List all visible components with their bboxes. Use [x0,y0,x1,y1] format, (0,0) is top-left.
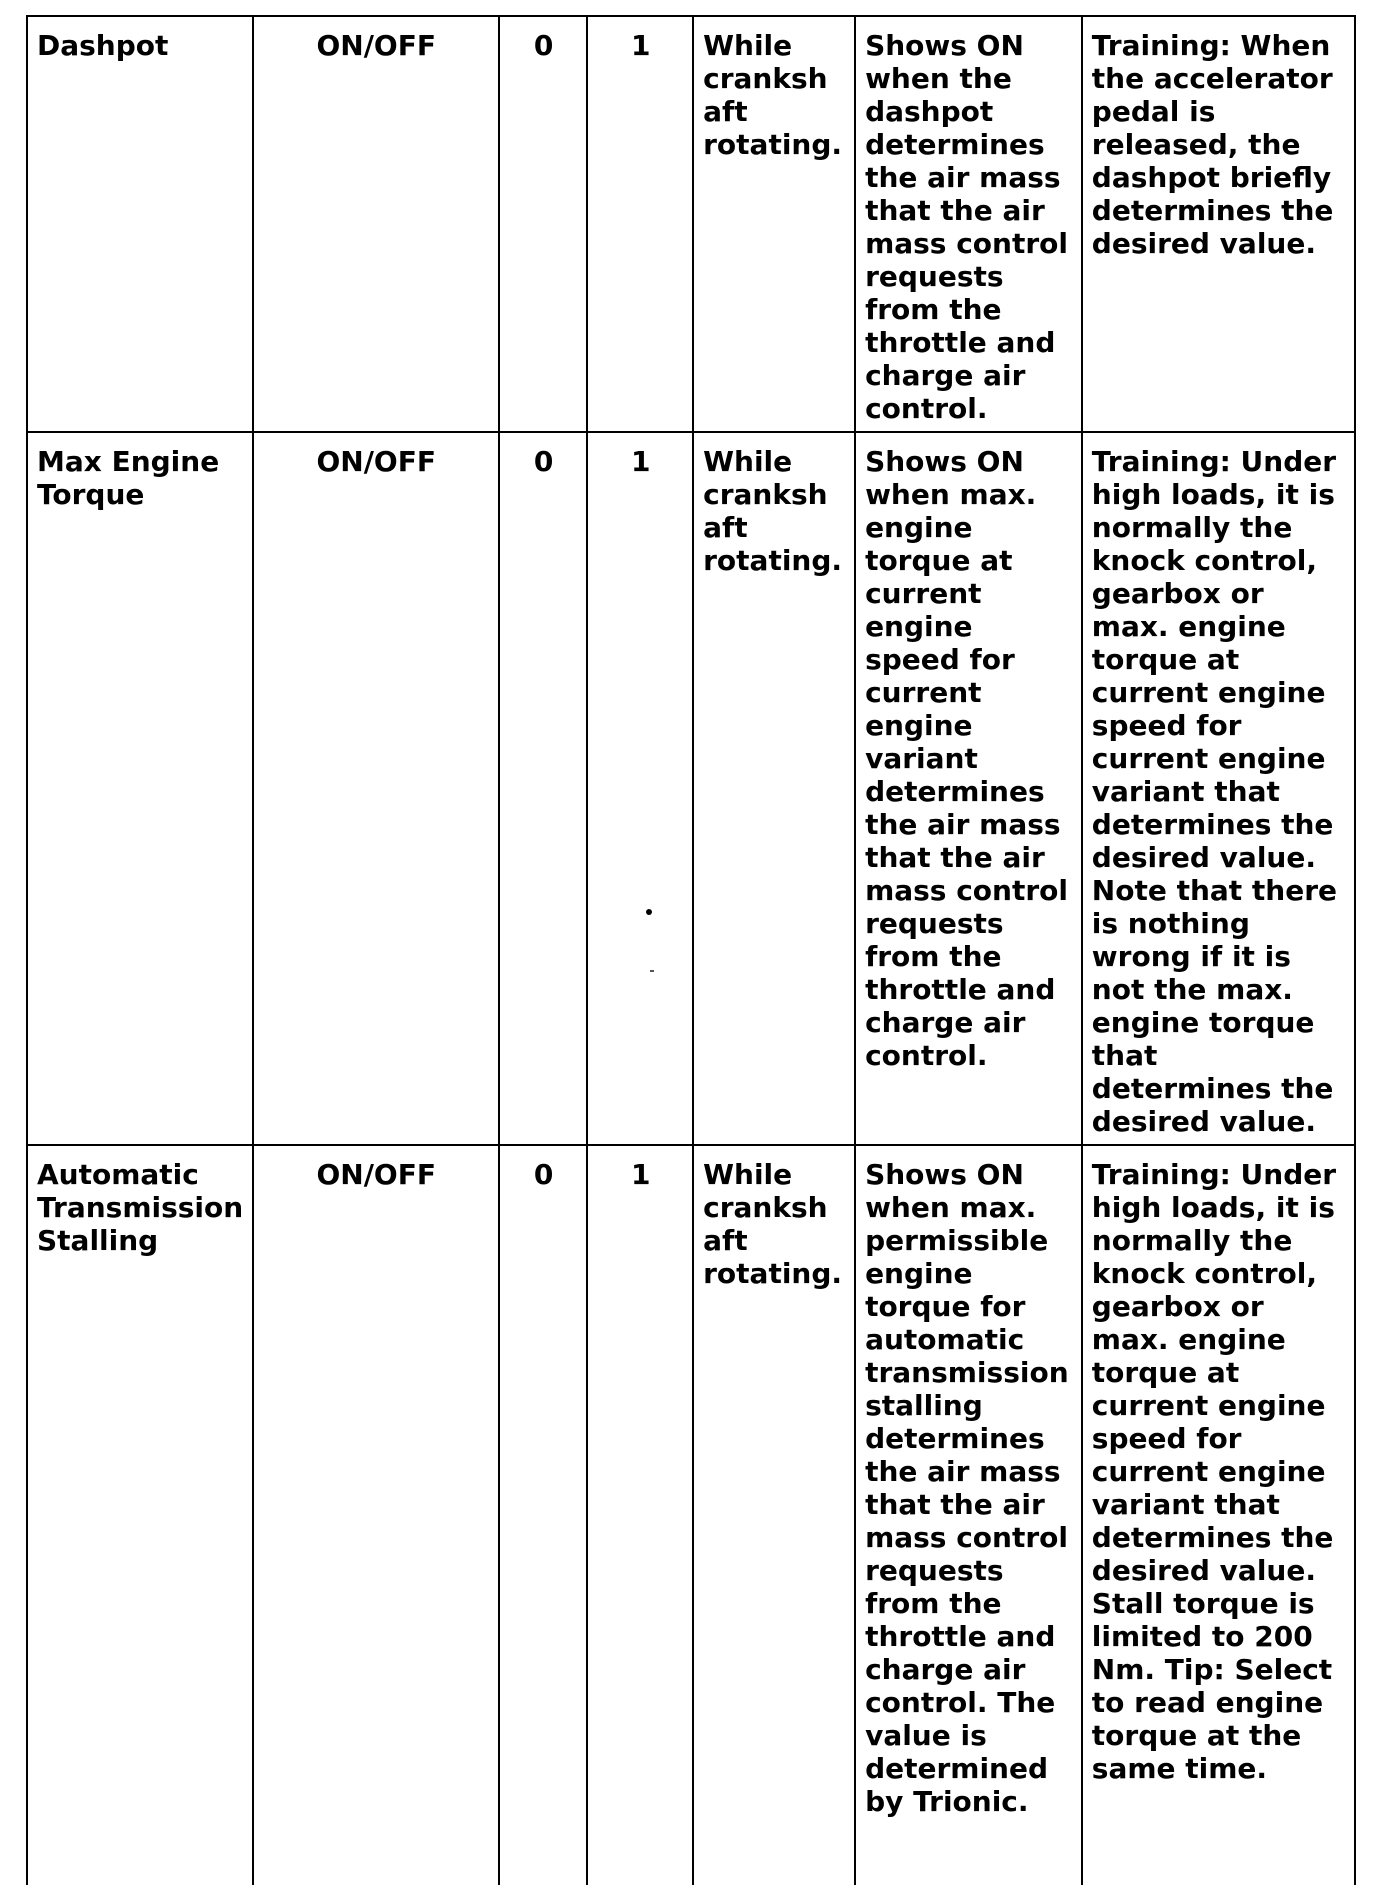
parameter-description: Shows ON when max. engine torque at current engine speed for current engine variant determines the air mass that the air mass control requests from the throttle and charge air control. [855,432,1082,1145]
parameter-max: 1 [587,432,693,1145]
parameter-name: Dashpot [27,16,253,432]
table-row-dashpot [27,16,1355,432]
scan-speck [650,970,654,972]
parameter-min: 0 [499,1145,588,1885]
parameter-name: Max Engine Torque [27,432,253,1145]
parameter-condition: While crankshaft rotating. [693,1145,855,1885]
parameter-condition: While crankshaft rotating. [693,16,855,432]
parameter-unit: ON/OFF [253,1145,499,1885]
parameter-unit: ON/OFF [253,432,499,1145]
parameter-note: Training: Under high loads, it is normally the knock control, gearbox or max. engine torque at current engine speed for current engine variant that determines the desired value. Note that there is nothing wrong if it is not the max. engine torque that determines the desired value. [1082,432,1355,1145]
parameter-description: Shows ON when max. permissible engine torque for automatic transmission stalling determines the air mass that the air mass control requests from the throttle and charge air control. The value is determined by Trionic. [855,1145,1082,1885]
parameter-name: Automatic Transmission Stalling [27,1145,253,1885]
parameter-max: 1 [587,16,693,432]
parameter-table [26,15,1356,1885]
parameter-min: 0 [499,16,588,432]
parameter-max: 1 [587,1145,693,1885]
parameter-note: Training: Under high loads, it is normally the knock control, gearbox or max. engine torque at current engine speed for current engine variant that determines the desired value. Stall torque is limited to 200 Nm. Tip: Select to read engine torque at the same time. [1082,1145,1355,1885]
parameter-note: Training: When the accelerator pedal is released, the dashpot briefly determines the desired value. [1082,16,1355,432]
parameter-description: Shows ON when the dashpot determines the air mass that the air mass control requests from the throttle and charge air control. [855,16,1082,432]
parameter-condition: While crankshaft rotating. [693,432,855,1145]
table-row-automatic-transmission-stalling [27,1145,1355,1885]
parameter-unit: ON/OFF [253,16,499,432]
scan-speck [646,909,652,915]
table-row-max-engine-torque [27,432,1355,1145]
parameter-min: 0 [499,432,588,1145]
